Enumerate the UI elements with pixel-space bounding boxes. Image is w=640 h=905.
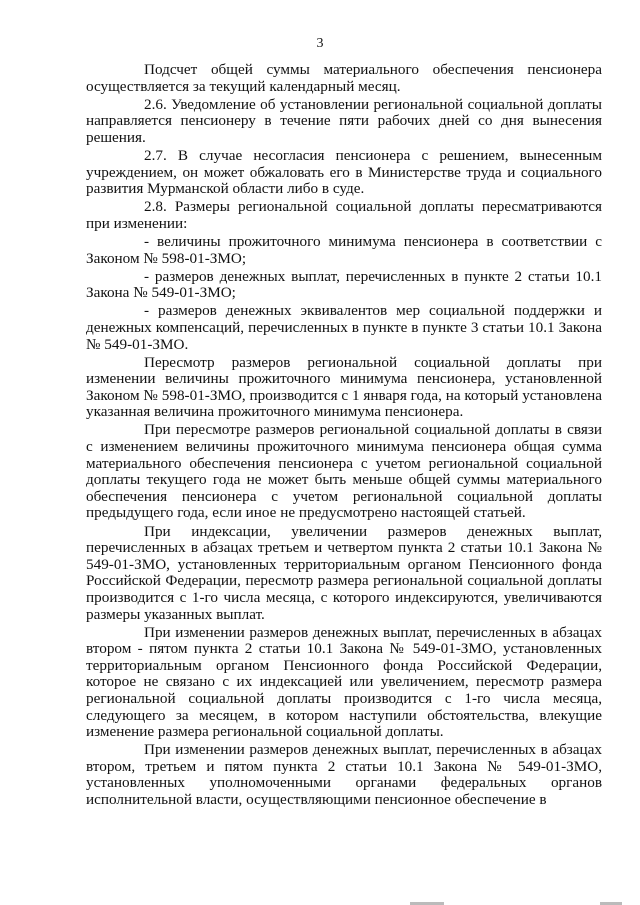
page-number: 3 bbox=[316, 36, 324, 51]
document-body bbox=[86, 62, 602, 810]
paragraph: - величины прожиточного минимума пенсионера в соответствии с Законом № 598-01-ЗМО; bbox=[86, 232, 602, 267]
paragraph: При изменении размеров денежных выплат, перечисленных в абзацах втором - пятом пункта 2 статьи 10.1 Закона № 549-01-ЗМО, установленных территориальным органом Пенсионного фонда Российской Федерации, которое не связано с их индексацией или увеличением, пересмотр размера региональной социальной доплаты производится с 1-го числа месяца, следующего за месяцем, в котором наступили обстоятельства, влекущие изменение размера региональной социальной доплаты. bbox=[86, 623, 602, 741]
paragraph: - размеров денежных эквивалентов мер социальной поддержки и денежных компенсаций, перечисленных в пункте в пункте 3 статьи 10.1 Закона № 549-01-ЗМО. bbox=[86, 302, 602, 353]
paragraph: 2.7. В случае несогласия пенсионера с решением, вынесенным учреждением, он может обжаловать его в Министерстве труда и социального развития Мурманской области либо в суде. bbox=[86, 146, 602, 198]
paragraph: Пересмотр размеров региональной социальной доплаты при изменении величины прожиточного минимума пенсионера, установленной Законом № 598-01-ЗМО, производится с 1 января года, на который установлена указанная величина прожиточного минимума пенсионера. bbox=[86, 353, 602, 421]
paragraph: При изменении размеров денежных выплат, перечисленных в абзацах втором, третьем и пятом пункта 2 статьи 10.1 Закона № 549-01-ЗМО, установленных уполномоченными органами федеральных органов исполнительной власти, осуществляющими пенсионное обеспечение в bbox=[86, 741, 602, 809]
paragraph: При пересмотре размеров региональной социальной доплаты в связи с изменением величины прожиточного минимума пенсионера общая сумма материального обеспечения пенсионера с учетом региональной социальной доплаты текущего года не может быть меньше общей суммы материального обеспечения пенсионера с учетом региональной социальной доплаты предыдущего года, если иное не предусмотрено настоящей статьей. bbox=[86, 421, 602, 522]
paragraph: 2.8. Размеры региональной социальной доплаты пересматриваются при изменении: bbox=[86, 198, 602, 232]
paragraph: При индексации, увеличении размеров денежных выплат, перечисленных в абзацах третьем и четвертом пункта 2 статьи 10.1 Закона № 549-01-ЗМО, установленных территориальным органом Пенсионного фонда Российской Федерации, пересмотр размера региональной социальной доплаты производится с 1-го числа месяца, с которого индексируются, увеличиваются размеры указанных выплат. bbox=[86, 522, 602, 623]
paragraph: 2.6. Уведомление об установлении региональной социальной доплаты направляется пенсионеру в течение пяти рабочих дней со дня вынесения решения. bbox=[86, 95, 602, 146]
paragraph: - размеров денежных выплат, перечисленных в пункте 2 статьи 10.1 Закона № 549-01-ЗМО; bbox=[86, 267, 602, 302]
paragraph: Подсчет общей суммы материального обеспечения пенсионера осуществляется за текущий календарный месяц. bbox=[86, 61, 602, 95]
